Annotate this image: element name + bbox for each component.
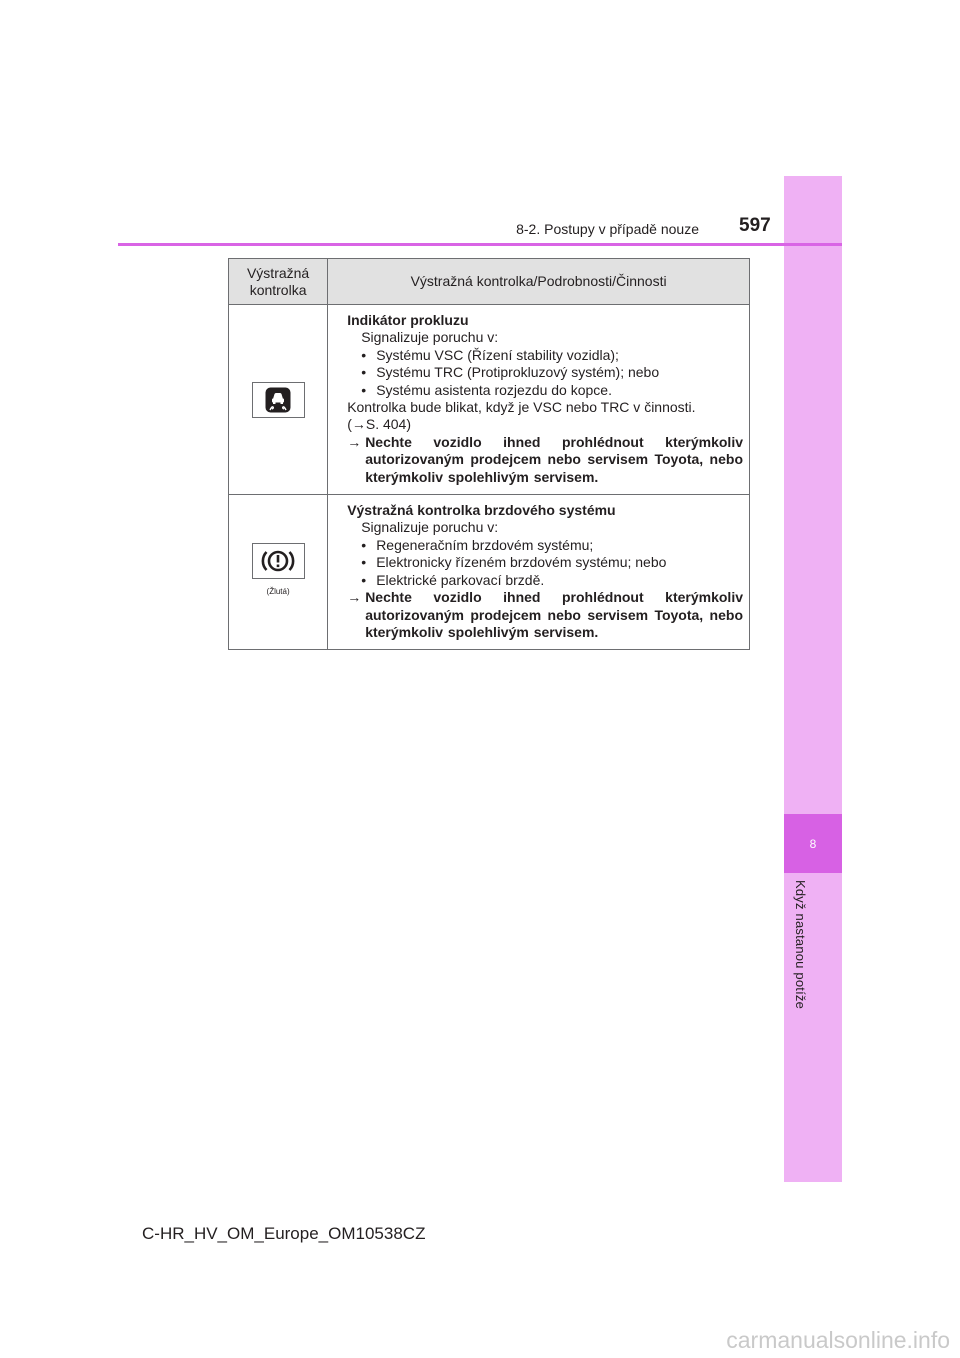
list-item: • Elektrické parkovací brzdě. [347, 572, 743, 589]
table-header-warning-light: Výstražná kontrolka [229, 259, 328, 305]
icon-cell [229, 305, 328, 495]
page-number: 597 [739, 215, 771, 236]
row-intro: Signalizuje poruchu v: [361, 329, 499, 346]
row-title: Indikátor prokluzu [347, 312, 469, 328]
row-action-text: Nechte vozidlo ihned prohlédnout kterýmkoliv autorizovaným prodejcem nebo servisem Toyota, nebo kterýmkoliv spolehlivým servisem. [365, 589, 743, 640]
chapter-number: 8 [809, 836, 817, 851]
details-cell [328, 305, 750, 495]
header-divider [118, 243, 842, 246]
icon-caption: (Žlutá) [266, 587, 290, 597]
table-row [229, 305, 750, 495]
chapter-number-tab[interactable] [784, 814, 842, 873]
list-item: • Systému TRC (Protiprokluzový systém); nebo [347, 364, 743, 381]
row-action [347, 589, 743, 641]
table-header-row [229, 259, 750, 305]
list-item: • Systému VSC (Řízení stability vozidla); [347, 347, 743, 364]
row-action-text: Nechte vozidlo ihned prohlédnout kterýmkoliv autorizovaným prodejcem nebo servisem Toyota, nebo kterýmkoliv spolehlivým servisem. [365, 433, 743, 485]
brake-system-warning-icon [252, 543, 305, 579]
row-action [347, 434, 743, 486]
page-reference-link[interactable]: (→S. 404) [347, 416, 411, 433]
list-item: • Regeneračním brzdovém systému; [347, 537, 743, 554]
table-row [229, 495, 750, 650]
warning-lights-table [228, 258, 750, 650]
section-title: 8-2. Postupy v případě nouze [516, 221, 699, 237]
slip-indicator-icon [252, 382, 305, 418]
chapter-side-tab [784, 176, 842, 1182]
list-item: • Systému asistenta rozjezdu do kopce. [347, 382, 743, 399]
icon-cell [229, 495, 328, 650]
arrow-icon: → [347, 433, 362, 450]
row-intro: Signalizuje poruchu v: [361, 519, 499, 536]
list-item: • Elektronicky řízeném brzdovém systému; nebo [347, 554, 743, 571]
chapter-title: Když nastanou potíže [793, 880, 808, 1010]
details-cell [328, 495, 750, 650]
row-note: Kontrolka bude blikat, když je VSC nebo TRC v činnosti. [347, 399, 696, 416]
document-code: C-HR_HV_OM_Europe_OM10538CZ [142, 1224, 426, 1243]
arrow-icon: → [347, 589, 362, 606]
table-header-details: Výstražná kontrolka/Podrobnosti/Činnosti [328, 259, 750, 305]
watermark: carmanualsonline.info [726, 1327, 950, 1353]
row-title: Výstražná kontrolka brzdového systému [347, 502, 616, 519]
